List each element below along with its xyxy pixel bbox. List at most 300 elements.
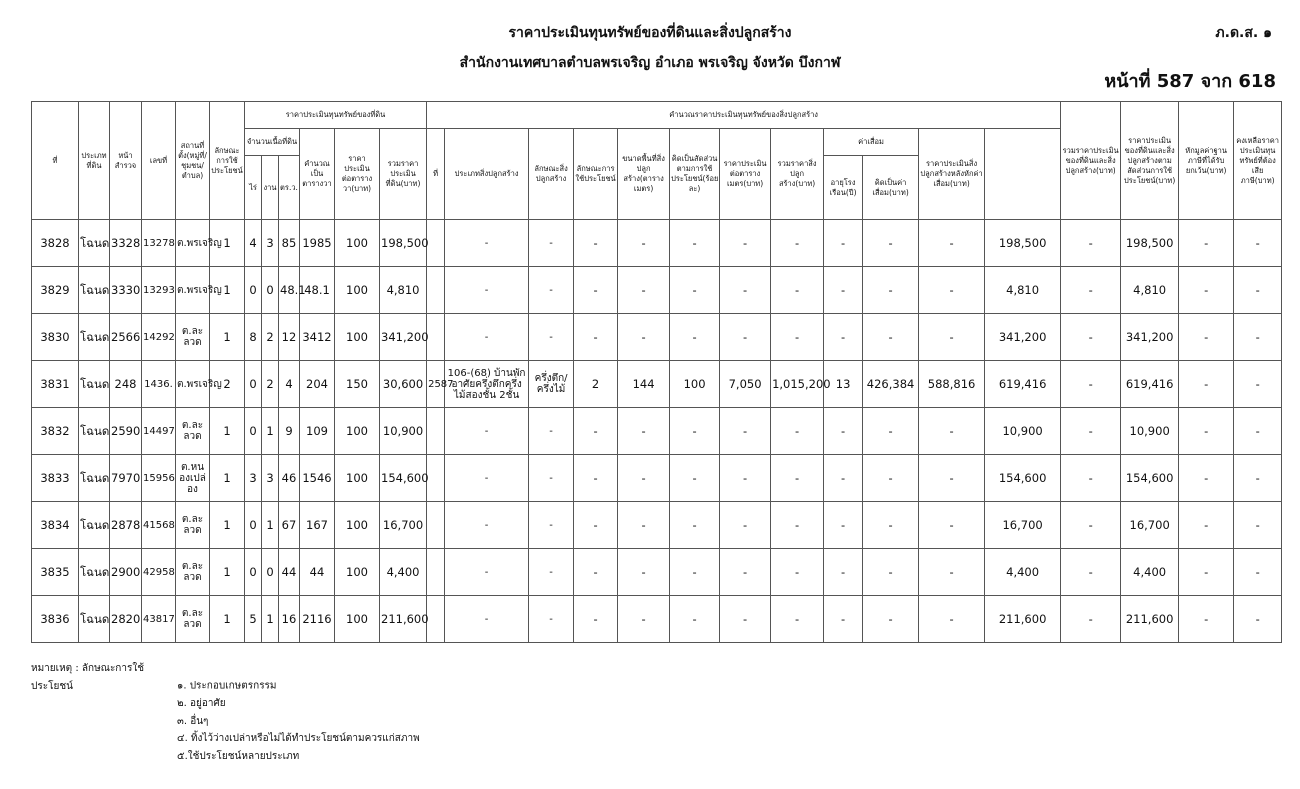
cell-land-total: 10,900 bbox=[380, 408, 427, 455]
notes-label: หมายเหตุ : ลักษณะการใช้ประโยชน์ bbox=[31, 663, 145, 692]
cell-tax-rate: - bbox=[1234, 549, 1282, 596]
cell-building-price: - bbox=[720, 455, 771, 502]
cell-deduction: 10,900 bbox=[1121, 408, 1179, 455]
cell-building-type: - bbox=[445, 220, 529, 267]
cell-survey: 2878 bbox=[110, 502, 142, 549]
note-item: ๔. ทิ้งไว้ว่างเปล่าหรือไม่ได้ทำประโยชน์ตามควรแก่สภาพ bbox=[177, 733, 420, 744]
col-survey-page: หน้าสำรวจ bbox=[110, 102, 142, 220]
cell-wa: 44 bbox=[279, 549, 300, 596]
cell-rai: 0 bbox=[245, 267, 262, 314]
cell-no: 3829 bbox=[32, 267, 79, 314]
cell-land-total: 211,600 bbox=[380, 596, 427, 643]
cell-building-area: - bbox=[618, 408, 670, 455]
cell-ngan: 3 bbox=[262, 220, 279, 267]
cell-ratio-value: - bbox=[1061, 361, 1121, 408]
cell-building-ratio: - bbox=[670, 455, 720, 502]
cell-ngan: 1 bbox=[262, 408, 279, 455]
cell-building-ratio: - bbox=[670, 408, 720, 455]
cell-sqwa: 3412 bbox=[300, 314, 335, 361]
cell-ngan: 1 bbox=[262, 502, 279, 549]
col-building-ratio: คิดเป็นสัดส่วนตามการใช้ประโยชน์(ร้อยละ) bbox=[670, 129, 720, 220]
cell-land-type: โฉนด bbox=[79, 549, 110, 596]
cell-building-price: - bbox=[720, 314, 771, 361]
cell-building-no bbox=[427, 502, 445, 549]
cell-building-ratio: - bbox=[670, 596, 720, 643]
cell-land-type: โฉนด bbox=[79, 502, 110, 549]
cell-location: ต.ละลวด bbox=[176, 408, 210, 455]
cell-wa: 12 bbox=[279, 314, 300, 361]
cell-no: 3832 bbox=[32, 408, 79, 455]
cell-ratio-value: - bbox=[1061, 220, 1121, 267]
cell-sqwa: 167 bbox=[300, 502, 335, 549]
cell-building-price: - bbox=[720, 502, 771, 549]
cell-number: 14292 bbox=[142, 314, 176, 361]
cell-deduction: 619,416 bbox=[1121, 361, 1179, 408]
cell-sqwa: 44 bbox=[300, 549, 335, 596]
col-building-use: ลักษณะการใช้ประโยชน์ bbox=[574, 129, 618, 220]
cell-building-net: - bbox=[919, 549, 985, 596]
cell-building-net: - bbox=[919, 455, 985, 502]
cell-no: 3835 bbox=[32, 549, 79, 596]
cell-sqwa: 109 bbox=[300, 408, 335, 455]
cell-remaining: - bbox=[1179, 596, 1234, 643]
cell-building-style: ครึ่งตึก/ครึ่งไม้ bbox=[529, 361, 574, 408]
cell-location: ต.หนองเปล่อง bbox=[176, 455, 210, 502]
cell-sqwa: 1985 bbox=[300, 220, 335, 267]
cell-tax-rate: - bbox=[1234, 502, 1282, 549]
cell-price-per-wa: 100 bbox=[335, 596, 380, 643]
cell-survey: 7970 bbox=[110, 455, 142, 502]
cell-survey: 3328 bbox=[110, 220, 142, 267]
cell-no: 3828 bbox=[32, 220, 79, 267]
cell-sqwa: 204 bbox=[300, 361, 335, 408]
cell-wa: 85 bbox=[279, 220, 300, 267]
cell-building-area: - bbox=[618, 596, 670, 643]
table-row bbox=[32, 455, 1282, 502]
cell-dep-amount: - bbox=[863, 455, 919, 502]
cell-building-net: 588,816 bbox=[919, 361, 985, 408]
cell-building-style: - bbox=[529, 455, 574, 502]
table-body bbox=[32, 220, 1282, 643]
cell-dep-amount: - bbox=[863, 267, 919, 314]
note-item: ๑. ประกอบเกษตรกรรม bbox=[177, 680, 277, 692]
cell-wa: 46 bbox=[279, 455, 300, 502]
cell-rai: 4 bbox=[245, 220, 262, 267]
cell-wa: 4 bbox=[279, 361, 300, 408]
cell-building-no bbox=[427, 408, 445, 455]
cell-building-price: 7,050 bbox=[720, 361, 771, 408]
cell-building-net: - bbox=[919, 220, 985, 267]
table-row bbox=[32, 220, 1282, 267]
cell-no: 3836 bbox=[32, 596, 79, 643]
cell-dep-amount: 426,384 bbox=[863, 361, 919, 408]
cell-building-style: - bbox=[529, 408, 574, 455]
cell-grand-total: 4,810 bbox=[985, 267, 1061, 314]
cell-building-total: - bbox=[771, 220, 824, 267]
cell-building-area: - bbox=[618, 455, 670, 502]
col-rai: ไร่ bbox=[245, 156, 262, 220]
note-item: ๓. อื่นๆ bbox=[177, 715, 209, 727]
cell-building-total: 1,015,200 bbox=[771, 361, 824, 408]
cell-number: 14497 bbox=[142, 408, 176, 455]
cell-building-total: - bbox=[771, 596, 824, 643]
cell-grand-total: 16,700 bbox=[985, 502, 1061, 549]
table-row bbox=[32, 502, 1282, 549]
note-item: ๕.ใช้ประโยชน์หลายประเภท bbox=[177, 750, 300, 762]
cell-building-area: - bbox=[618, 502, 670, 549]
cell-deduction: 341,200 bbox=[1121, 314, 1179, 361]
cell-land-total: 16,700 bbox=[380, 502, 427, 549]
cell-number: 13293 bbox=[142, 267, 176, 314]
cell-dep-amount: - bbox=[863, 549, 919, 596]
table-row bbox=[32, 549, 1282, 596]
cell-building-net: - bbox=[919, 408, 985, 455]
notes-section bbox=[31, 660, 420, 765]
cell-dep-age: - bbox=[824, 596, 863, 643]
cell-rai: 0 bbox=[245, 361, 262, 408]
cell-number: 41568 bbox=[142, 502, 176, 549]
cell-ngan: 2 bbox=[262, 314, 279, 361]
cell-building-price: - bbox=[720, 549, 771, 596]
col-land-type: ประเภทที่ดิน bbox=[79, 102, 110, 220]
cell-building-price: - bbox=[720, 267, 771, 314]
col-no: ที่ bbox=[32, 102, 79, 220]
col-price-per-wa: ราคาประเมินต่อตารางวา(บาท) bbox=[335, 129, 380, 220]
cell-dep-age: - bbox=[824, 549, 863, 596]
cell-ngan: 1 bbox=[262, 596, 279, 643]
cell-building-area: - bbox=[618, 314, 670, 361]
cell-price-per-wa: 100 bbox=[335, 549, 380, 596]
area-group: จำนวนเนื้อที่ดิน bbox=[245, 129, 300, 156]
col-location: สถานที่ตั้ง(หมู่ที่/ชุมชน/ตำบล) bbox=[176, 102, 210, 220]
cell-land-type: โฉนด bbox=[79, 267, 110, 314]
cell-land-type: โฉนด bbox=[79, 596, 110, 643]
table-row bbox=[32, 314, 1282, 361]
page-indicator: หน้าที่ 587 จาก 618 bbox=[1104, 71, 1276, 92]
cell-tax-rate: - bbox=[1234, 220, 1282, 267]
cell-ngan: 0 bbox=[262, 267, 279, 314]
cell-building-total: - bbox=[771, 455, 824, 502]
cell-no: 3834 bbox=[32, 502, 79, 549]
cell-building-ratio: - bbox=[670, 502, 720, 549]
cell-location: ต.พรเจริญ bbox=[176, 220, 210, 267]
cell-building-net: - bbox=[919, 596, 985, 643]
cell-ngan: 2 bbox=[262, 361, 279, 408]
cell-survey: 3330 bbox=[110, 267, 142, 314]
cell-use: 1 bbox=[210, 549, 245, 596]
cell-building-style: - bbox=[529, 314, 574, 361]
cell-number: 43817 bbox=[142, 596, 176, 643]
cell-sqwa: 1546 bbox=[300, 455, 335, 502]
document-subtitle: สำนักงานเทศบาลตำบลพรเจริญ อำเภอ พรเจริญ จังหวัด บึงกาฬ bbox=[459, 55, 841, 71]
form-code: ภ.ด.ส. ๑ bbox=[1215, 25, 1272, 41]
cell-land-type: โฉนด bbox=[79, 408, 110, 455]
cell-ratio-value: - bbox=[1061, 502, 1121, 549]
cell-dep-age: - bbox=[824, 408, 863, 455]
cell-grand-total: 154,600 bbox=[985, 455, 1061, 502]
cell-land-total: 198,500 bbox=[380, 220, 427, 267]
cell-survey: 2566 bbox=[110, 314, 142, 361]
cell-rai: 3 bbox=[245, 455, 262, 502]
cell-building-use: - bbox=[574, 549, 618, 596]
cell-building-ratio: - bbox=[670, 314, 720, 361]
col-building-no: ที่ bbox=[427, 129, 445, 220]
cell-building-style: - bbox=[529, 267, 574, 314]
cell-sqwa: 48.1 bbox=[300, 267, 335, 314]
cell-building-use: - bbox=[574, 455, 618, 502]
cell-price-per-wa: 100 bbox=[335, 267, 380, 314]
table-row bbox=[32, 596, 1282, 643]
col-ratio-value: ราคาประเมินของที่ดินและสิ่งปลูกสร้างตามสัดส่วนการใช้ประโยชน์(บาท) bbox=[1121, 102, 1179, 220]
document-title: ราคาประเมินทุนทรัพย์ของที่ดินและสิ่งปลูกสร้าง bbox=[508, 25, 792, 41]
cell-building-type: - bbox=[445, 549, 529, 596]
cell-tax-rate: - bbox=[1234, 455, 1282, 502]
cell-building-type: 106-(68) บ้านพักอาศัยครึ่งตึกครึ่งไม้สองชั้น 2ชั้น bbox=[445, 361, 529, 408]
cell-rai: 8 bbox=[245, 314, 262, 361]
cell-land-type: โฉนด bbox=[79, 314, 110, 361]
cell-building-no bbox=[427, 455, 445, 502]
cell-ratio-value: - bbox=[1061, 267, 1121, 314]
cell-building-no bbox=[427, 314, 445, 361]
cell-ratio-value: - bbox=[1061, 596, 1121, 643]
building-price-group: คำนวณราคาประเมินทุนทรัพย์ของสิ่งปลูกสร้าง bbox=[427, 102, 1061, 129]
cell-number: 13278 bbox=[142, 220, 176, 267]
cell-wa: 16 bbox=[279, 596, 300, 643]
cell-price-per-wa: 100 bbox=[335, 502, 380, 549]
cell-building-type: - bbox=[445, 267, 529, 314]
cell-use: 1 bbox=[210, 502, 245, 549]
cell-remaining: - bbox=[1179, 314, 1234, 361]
cell-location: ต.ละลวด bbox=[176, 549, 210, 596]
cell-building-price: - bbox=[720, 596, 771, 643]
cell-number: 42958 bbox=[142, 549, 176, 596]
cell-location: ต.พรเจริญ bbox=[176, 361, 210, 408]
cell-grand-total: 198,500 bbox=[985, 220, 1061, 267]
cell-dep-amount: - bbox=[863, 596, 919, 643]
cell-land-total: 30,600 bbox=[380, 361, 427, 408]
cell-dep-age: - bbox=[824, 502, 863, 549]
cell-dep-amount: - bbox=[863, 314, 919, 361]
cell-grand-total: 211,600 bbox=[985, 596, 1061, 643]
cell-deduction: 198,500 bbox=[1121, 220, 1179, 267]
cell-dep-age: - bbox=[824, 267, 863, 314]
col-dep-age: อายุโรงเรือน(ปี) bbox=[824, 156, 863, 220]
cell-survey: 2590 bbox=[110, 408, 142, 455]
cell-building-net: - bbox=[919, 502, 985, 549]
note-item: ๒. อยู่อาศัย bbox=[177, 698, 226, 709]
cell-price-per-wa: 100 bbox=[335, 314, 380, 361]
col-building-style: ลักษณะสิ่งปลูกสร้าง bbox=[529, 129, 574, 220]
cell-remaining: - bbox=[1179, 502, 1234, 549]
cell-remaining: - bbox=[1179, 549, 1234, 596]
cell-no: 3833 bbox=[32, 455, 79, 502]
depreciation-group: ค่าเสื่อม bbox=[824, 129, 919, 156]
col-wa: ตร.ว. bbox=[279, 156, 300, 220]
cell-building-price: - bbox=[720, 408, 771, 455]
cell-wa: 9 bbox=[279, 408, 300, 455]
cell-survey: 248 bbox=[110, 361, 142, 408]
cell-wa: 67 bbox=[279, 502, 300, 549]
cell-building-area: - bbox=[618, 220, 670, 267]
cell-deduction: 16,700 bbox=[1121, 502, 1179, 549]
cell-no: 3831 bbox=[32, 361, 79, 408]
col-number: เลขที่ bbox=[142, 102, 176, 220]
cell-building-total: - bbox=[771, 502, 824, 549]
cell-building-use: - bbox=[574, 314, 618, 361]
cell-land-type: โฉนด bbox=[79, 455, 110, 502]
cell-rai: 0 bbox=[245, 549, 262, 596]
cell-building-total: - bbox=[771, 267, 824, 314]
cell-deduction: 4,810 bbox=[1121, 267, 1179, 314]
cell-land-total: 341,200 bbox=[380, 314, 427, 361]
cell-building-net: - bbox=[919, 267, 985, 314]
cell-building-style: - bbox=[529, 220, 574, 267]
cell-building-no: 2587 bbox=[427, 361, 445, 408]
col-land-total: รวมราคาประเมินที่ดิน(บาท) bbox=[380, 129, 427, 220]
col-building-total: รวมราคาสิ่งปลูกสร้าง(บาท) bbox=[771, 129, 824, 220]
cell-building-type: - bbox=[445, 314, 529, 361]
cell-building-type: - bbox=[445, 596, 529, 643]
cell-grand-total: 341,200 bbox=[985, 314, 1061, 361]
cell-building-no bbox=[427, 220, 445, 267]
cell-dep-amount: - bbox=[863, 220, 919, 267]
cell-ratio-value: - bbox=[1061, 549, 1121, 596]
col-building-area: ขนาดพื้นที่สิ่งปลูกสร้าง(ตารางเมตร) bbox=[618, 129, 670, 220]
cell-building-use: - bbox=[574, 220, 618, 267]
cell-building-type: - bbox=[445, 408, 529, 455]
cell-tax-rate: - bbox=[1234, 314, 1282, 361]
cell-building-no bbox=[427, 549, 445, 596]
cell-building-use: 2 bbox=[574, 361, 618, 408]
cell-dep-age: - bbox=[824, 455, 863, 502]
cell-rai: 0 bbox=[245, 408, 262, 455]
col-use-type: ลักษณะการใช้ประโยชน์ bbox=[210, 102, 245, 220]
cell-rai: 0 bbox=[245, 502, 262, 549]
cell-survey: 2900 bbox=[110, 549, 142, 596]
col-building-net: ราคาประเมินสิ่งปลูกสร้างหลังหักค่าเสื่อม(บาท) bbox=[919, 129, 985, 220]
cell-building-type: - bbox=[445, 502, 529, 549]
col-building-type: ประเภทสิ่งปลูกสร้าง bbox=[445, 129, 529, 220]
cell-building-use: - bbox=[574, 267, 618, 314]
cell-tax-rate: - bbox=[1234, 267, 1282, 314]
cell-building-ratio: - bbox=[670, 267, 720, 314]
cell-tax-rate: - bbox=[1234, 361, 1282, 408]
cell-price-per-wa: 150 bbox=[335, 361, 380, 408]
cell-building-style: - bbox=[529, 502, 574, 549]
cell-price-per-wa: 100 bbox=[335, 455, 380, 502]
cell-building-total: - bbox=[771, 314, 824, 361]
cell-land-total: 4,810 bbox=[380, 267, 427, 314]
cell-dep-age: - bbox=[824, 314, 863, 361]
cell-number: 1436. bbox=[142, 361, 176, 408]
cell-survey: 2820 bbox=[110, 596, 142, 643]
cell-building-price: - bbox=[720, 220, 771, 267]
cell-use: 2 bbox=[210, 361, 245, 408]
cell-building-area: 144 bbox=[618, 361, 670, 408]
table-row bbox=[32, 267, 1282, 314]
cell-land-type: โฉนด bbox=[79, 220, 110, 267]
cell-wa: 48.1 bbox=[279, 267, 300, 314]
cell-deduction: 4,400 bbox=[1121, 549, 1179, 596]
col-sqwa-total: คำนวณเป็นตารางวา bbox=[300, 129, 335, 220]
cell-deduction: 211,600 bbox=[1121, 596, 1179, 643]
cell-building-area: - bbox=[618, 267, 670, 314]
cell-building-ratio: 100 bbox=[670, 361, 720, 408]
cell-grand-total: 10,900 bbox=[985, 408, 1061, 455]
assessment-table bbox=[31, 101, 1282, 643]
cell-building-type: - bbox=[445, 455, 529, 502]
cell-land-type: โฉนด bbox=[79, 361, 110, 408]
cell-tax-rate: - bbox=[1234, 596, 1282, 643]
cell-building-style: - bbox=[529, 549, 574, 596]
cell-ratio-value: - bbox=[1061, 314, 1121, 361]
cell-price-per-wa: 100 bbox=[335, 220, 380, 267]
cell-grand-total: 619,416 bbox=[985, 361, 1061, 408]
cell-location: ต.ละลวด bbox=[176, 596, 210, 643]
cell-dep-amount: - bbox=[863, 408, 919, 455]
cell-ratio-value: - bbox=[1061, 455, 1121, 502]
cell-use: 1 bbox=[210, 314, 245, 361]
cell-location: ต.ละลวด bbox=[176, 314, 210, 361]
cell-use: 1 bbox=[210, 596, 245, 643]
col-deduction: หักมูลค่าฐานภาษีที่ได้รับยกเว้น(บาท) bbox=[1179, 102, 1234, 220]
cell-dep-age: - bbox=[824, 220, 863, 267]
cell-building-style: - bbox=[529, 596, 574, 643]
cell-remaining: - bbox=[1179, 220, 1234, 267]
cell-ngan: 3 bbox=[262, 455, 279, 502]
cell-rai: 5 bbox=[245, 596, 262, 643]
cell-location: ต.พรเจริญ bbox=[176, 267, 210, 314]
cell-deduction: 154,600 bbox=[1121, 455, 1179, 502]
cell-ngan: 0 bbox=[262, 549, 279, 596]
table-row bbox=[32, 408, 1282, 455]
cell-building-no bbox=[427, 267, 445, 314]
cell-remaining: - bbox=[1179, 408, 1234, 455]
cell-ratio-value: - bbox=[1061, 408, 1121, 455]
land-price-group: ราคาประเมินทุนทรัพย์ของที่ดิน bbox=[245, 102, 427, 129]
cell-tax-rate: - bbox=[1234, 408, 1282, 455]
cell-building-no bbox=[427, 596, 445, 643]
cell-building-total: - bbox=[771, 408, 824, 455]
cell-dep-amount: - bbox=[863, 502, 919, 549]
cell-building-ratio: - bbox=[670, 549, 720, 596]
col-grand-total: รวมราคาประเมินของที่ดินและสิ่งปลูกสร้าง(บาท) bbox=[1061, 102, 1121, 220]
cell-remaining: - bbox=[1179, 455, 1234, 502]
col-remaining: คงเหลือราคาประเมินทุนทรัพย์ที่ต้องเสียภาษี(บาท) bbox=[1234, 102, 1282, 220]
cell-remaining: - bbox=[1179, 267, 1234, 314]
cell-sqwa: 2116 bbox=[300, 596, 335, 643]
cell-no: 3830 bbox=[32, 314, 79, 361]
cell-land-total: 154,600 bbox=[380, 455, 427, 502]
table-row bbox=[32, 361, 1282, 408]
col-building-price-sqm: ราคาประเมินต่อตารางเมตร(บาท) bbox=[720, 129, 771, 220]
cell-grand-total: 4,400 bbox=[985, 549, 1061, 596]
cell-building-use: - bbox=[574, 596, 618, 643]
cell-building-net: - bbox=[919, 314, 985, 361]
cell-building-ratio: - bbox=[670, 220, 720, 267]
cell-building-total: - bbox=[771, 549, 824, 596]
cell-dep-age: 13 bbox=[824, 361, 863, 408]
cell-building-area: - bbox=[618, 549, 670, 596]
cell-use: 1 bbox=[210, 267, 245, 314]
col-dep-amount: คิดเป็นค่าเสื่อม(บาท) bbox=[863, 156, 919, 220]
cell-use: 1 bbox=[210, 220, 245, 267]
col-ngan: งาน bbox=[262, 156, 279, 220]
cell-use: 1 bbox=[210, 455, 245, 502]
cell-building-use: - bbox=[574, 408, 618, 455]
cell-building-use: - bbox=[574, 502, 618, 549]
cell-remaining: - bbox=[1179, 361, 1234, 408]
